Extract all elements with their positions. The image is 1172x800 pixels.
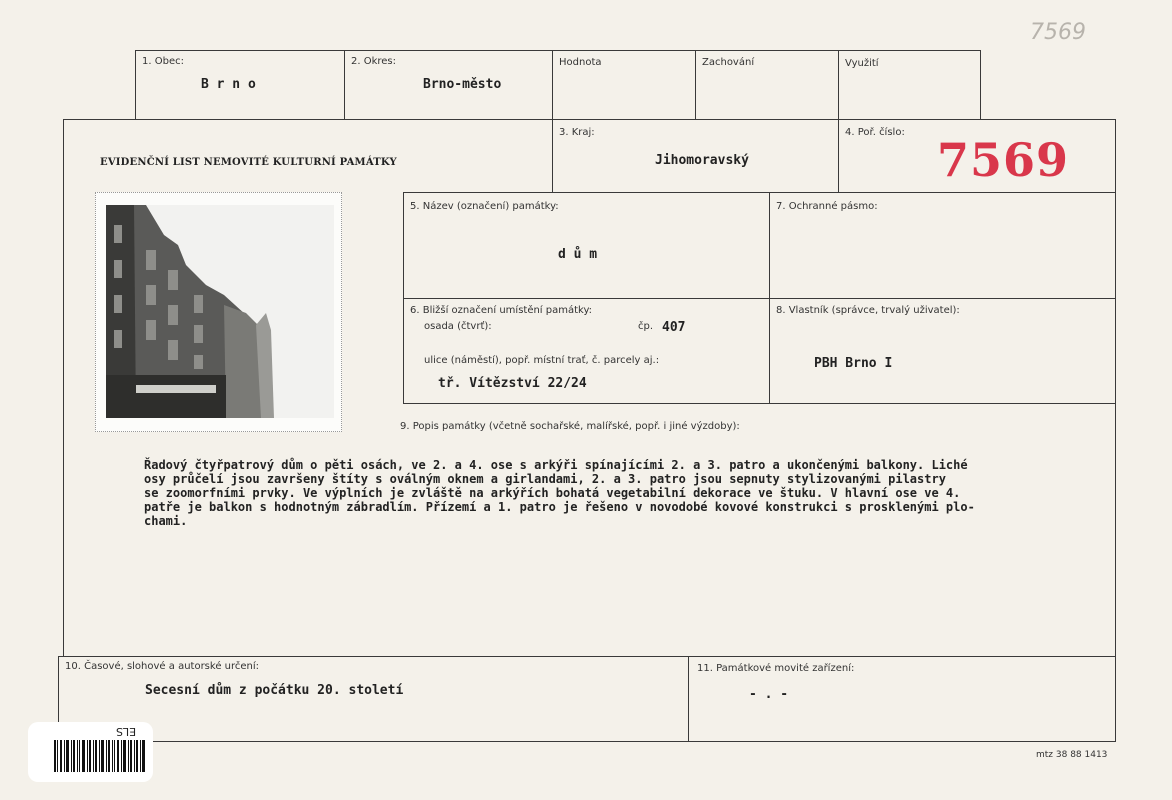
movite-label: 11. Památkové movité zařízení: [697, 663, 855, 674]
obec-cell [135, 50, 345, 120]
por-cislo-value: 7569 [937, 133, 1070, 187]
nazev-cell [403, 192, 770, 299]
okres-label: 2. Okres: [351, 56, 397, 67]
obec-value: B r n o [201, 77, 256, 92]
vlastnik-label: 8. Vlastník (správce, trvalý uživatel): [776, 305, 960, 316]
popis-line: chami. [144, 514, 188, 528]
hodnota-label: Hodnota [559, 57, 602, 68]
cp-label: čp. [638, 321, 654, 332]
kraj-value: Jihomoravský [655, 153, 749, 168]
popis-text [144, 458, 1089, 528]
osada-label: osada (čtvrť): [424, 321, 492, 332]
vyuziti-cell [838, 50, 981, 120]
okres-value: Brno-město [423, 77, 502, 92]
zachovani-label: Zachování [702, 57, 755, 68]
nazev-value: d ů m [558, 247, 598, 262]
kraj-label: 3. Kraj: [559, 127, 595, 138]
zachovani-cell [695, 50, 839, 120]
popis-line: patře je balkon s hodnotným zábradlím. Přízemí a 1. patro je řešeno v novodobé kovové konstrukci s prosklenými plo- [144, 500, 975, 514]
umisteni-label: 6. Bližší označení umístění památky: [410, 305, 593, 316]
cp-value: 407 [662, 320, 686, 335]
ochranne-pasmo-label: 7. Ochranné pásmo: [776, 201, 878, 212]
form-title: EVIDENČNÍ LIST NEMOVITÉ KULTURNÍ PAMÁTKY [100, 157, 397, 168]
obec-label: 1. Obec: [142, 56, 184, 67]
hodnota-cell [552, 50, 696, 120]
vlastnik-value: PBH Brno I [814, 356, 893, 371]
vlastnik-cell [769, 298, 1116, 404]
movite-cell [688, 656, 1116, 742]
building-photo-image [106, 205, 334, 418]
ochranne-pasmo-cell [769, 192, 1116, 299]
umisteni-cell [403, 298, 770, 404]
nazev-label: 5. Název (označení) památky: [410, 201, 559, 212]
barcode-sticker [28, 722, 153, 782]
barcode-icon [54, 740, 146, 772]
ulice-value: tř. Vítězství 22/24 [438, 376, 587, 391]
popis-line: se zoomorfními prvky. Ve výplních je zvláště na arkýřích bohatá vegetabilní dekorace ve štuku. V hlavní ose ve 4. [144, 486, 961, 500]
footer-code: mtz 38 88 1413 [1036, 750, 1108, 760]
por-cislo-cell [838, 119, 1116, 193]
casove-value: Secesní dům z počátku 20. století [145, 683, 404, 698]
popis-line: osy průčelí jsou završeny štíty s oválným oknem a girlandami, 2. a 3. patro jsou sepnuty stylizovanými pilastry [144, 472, 946, 486]
kraj-cell [552, 119, 839, 193]
building-photo [95, 192, 342, 432]
casove-label: 10. Časové, slohové a autorské určení: [65, 661, 260, 672]
movite-value: - . - [749, 687, 789, 702]
popis-line: Řadový čtyřpatrový dům o pěti osách, ve 2. a 4. ose s arkýři spínajícími 2. a 3. patro a ukončenými balkony. Liché [144, 458, 968, 472]
okres-cell [344, 50, 553, 120]
pencil-note: 7569 [1030, 20, 1086, 45]
popis-label: 9. Popis památky (včetně sochařské, malířské, popř. i jiné výzdoby): [400, 421, 740, 432]
por-cislo-label: 4. Poř. číslo: [845, 127, 905, 138]
ulice-label: ulice (náměstí), popř. místní trať, č. parcely aj.: [424, 355, 660, 366]
barcode-label: ELS [116, 725, 137, 738]
vyuziti-label: Využití [845, 58, 879, 69]
